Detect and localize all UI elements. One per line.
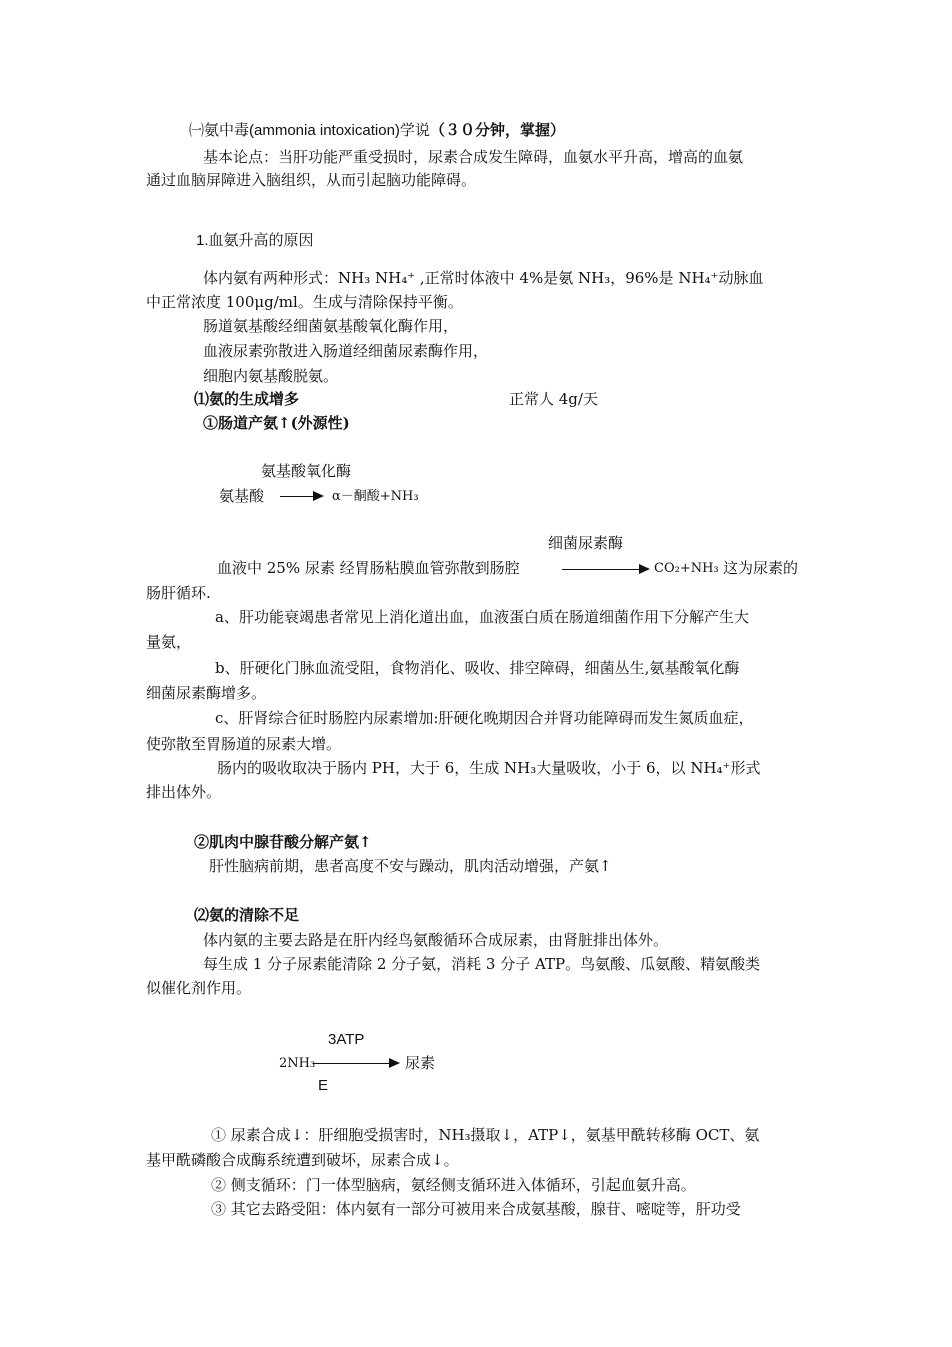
basic-line-2: 通过血脑屏障进入脑组织，从而引起脑功能障碍。 <box>146 171 477 189</box>
eq1-left: 氨基酸 <box>219 487 265 505</box>
eq2-line2: 肠肝循环. <box>146 584 211 602</box>
eq2-left: 血液中 25% 尿素 经胃肠粘膜血管弥散到肠腔 <box>217 559 520 577</box>
item-b-line1: b、肝硬化门脉血流受阻，食物消化、吸收、排空障碍，细菌丛生,氨基酸氧化酶 <box>215 659 740 677</box>
item-c-line1: c、肝肾综合征时肠腔内尿素增加:肝硬化晚期因合并肾功能障碍而发生氮质血症， <box>215 709 754 727</box>
point-1-line2: 基甲酰磷酸合成酶系统遭到破坏，尿素合成↓。 <box>146 1151 459 1169</box>
eq2-tail: 这为尿素的 <box>723 559 799 577</box>
eq3-left: 2NH₃ <box>279 1056 316 1071</box>
ph-line1: 肠内的吸收取决于肠内 PH，大于 6，生成 NH₃大量吸收，小于 6，以 NH₄⁺形式 <box>217 759 761 777</box>
section1-title <box>196 230 314 251</box>
section1-p2: 肠道氨基酸经细菌氨基酸氧化酶作用， <box>203 317 459 335</box>
point-2: ② 侧支循环：门一体型脑病，氨经侧支循环进入体循环，引起血氨升高。 <box>211 1176 696 1194</box>
item-a-line1: a、肝功能衰竭患者常见上消化道出血，血液蛋白质在肠道细菌作用下分解产生大 <box>215 608 749 626</box>
sub2-p2-line1: 每生成 1 分子尿素能清除 2 分子氨，消耗 3 分子 ATP。鸟氨酸、瓜氨酸、精氨酸类 <box>203 955 761 973</box>
item-b-line2: 细菌尿素酶增多。 <box>146 684 267 702</box>
eq1-enzyme: 氨基酸氧化酶 <box>261 462 352 480</box>
eq2-enzyme: 细菌尿素酶 <box>548 534 624 552</box>
basic-line-1: 基本论点：当肝功能严重受损时，尿素合成发生障碍，血氨水平升高，增高的血氨 <box>203 148 744 166</box>
sub2-p1: 体内氨的主要去路是在肝内经鸟氨酸循环合成尿素，由肾脏排出体外。 <box>203 931 669 949</box>
section1-title-text: 血氨升高的原因 <box>208 231 314 249</box>
sub1-note: 正常人 4g/天 <box>509 390 598 408</box>
section1-number: 1. <box>196 232 209 249</box>
sub2-title: ⑵氨的清除不足 <box>194 906 300 924</box>
item-a-line2: 量氨， <box>146 633 192 651</box>
section1-p1-line1: 体内氨有两种形式：NH₃ NH₄⁺ ,正常时体液中 4%是氨 NH₃，96%是 NH₄⁺动脉血 <box>203 269 764 287</box>
item-c-line2: 使弥散至胃肠道的尿素大增。 <box>146 735 342 753</box>
sub1a-title: ①肠道产氨↑(外源性) <box>203 414 350 432</box>
point-1-line1: ① 尿素合成↓：肝细胞受损害时，NH₃摄取↓，ATP↓，氨基甲酰转移酶 OCT、氨 <box>211 1126 760 1144</box>
eq3-right: 尿素 <box>405 1054 436 1072</box>
eq2-arrow <box>562 569 648 570</box>
section1-p1-line2: 中正常浓度 100μg/ml。生成与清除保持平衡。 <box>146 293 463 311</box>
heading-note: （３０分钟，掌握） <box>429 121 565 139</box>
eq1-arrow <box>280 496 322 497</box>
sub1-title: ⑴氨的生成增多 <box>194 390 300 408</box>
heading-suffix: 学说 <box>399 121 430 139</box>
sub1b-text: 肝性脑病前期，患者高度不安与躁动，肌肉活动增强，产氨↑ <box>209 857 612 875</box>
eq2-right: CO₂+NH₃ <box>654 561 719 576</box>
section1-p3: 血液尿素弥散进入肠道经细菌尿素酶作用， <box>203 342 489 360</box>
sub1b-title: ②肌肉中腺苷酸分解产氨↑ <box>194 833 372 851</box>
section1-p4: 细胞内氨基酸脱氨。 <box>203 367 339 385</box>
heading-prefix: ㈠氨中毒 <box>189 121 250 139</box>
sub2-p2-line2: 似催化剂作用。 <box>146 979 252 997</box>
heading-english: (ammonia intoxication) <box>249 122 400 139</box>
point-3: ③ 其它去路受阻：体内氨有一部分可被用来合成氨基酸，腺苷、嘧啶等，肝功受 <box>211 1200 741 1218</box>
eq3-top: 3ATP <box>328 1031 365 1048</box>
eq3-arrow <box>313 1063 398 1064</box>
eq1-right: α－酮酸+NH₃ <box>332 489 419 504</box>
section-heading <box>189 120 565 141</box>
eq3-bottom: E <box>318 1077 329 1094</box>
ph-line2: 排出体外。 <box>146 783 222 801</box>
